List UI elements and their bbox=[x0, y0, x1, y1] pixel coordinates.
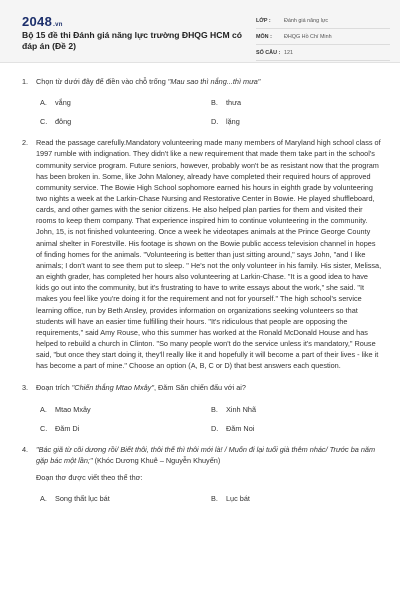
option-a[interactable]: A. Song thất lục bát bbox=[40, 494, 110, 504]
option-c[interactable]: C. Đăm Di bbox=[40, 423, 80, 433]
option-b[interactable]: B. Xinh Nhã bbox=[211, 404, 257, 414]
meta-row-count bbox=[256, 45, 390, 61]
question-number: 1. bbox=[22, 77, 29, 86]
question-1 bbox=[22, 76, 382, 126]
answer-options bbox=[22, 98, 382, 126]
option-c[interactable]: C. đông bbox=[40, 117, 72, 127]
question-list bbox=[22, 76, 382, 514]
meta-row-class bbox=[256, 13, 390, 29]
logo-suffix: .vn bbox=[53, 22, 63, 28]
question-text: "Bác giã từ cõi dương rồi/ Biết thôi, thôi thế thì thôi mới là! / Muốn đi lại tuổi già thêm nhác/ Trước ba năm gặp bác một lần;" (Khóc Dương Khuê – Nguyễn Khuyến) bbox=[36, 444, 376, 465]
question-2 bbox=[22, 137, 382, 371]
meta-table bbox=[256, 13, 390, 61]
logo-text: 2048 bbox=[22, 14, 53, 29]
question-3 bbox=[22, 382, 382, 432]
question-text: Chọn từ dưới đây để điền vào chỗ trống "Mau sao thì nắng...thì mưa" bbox=[36, 77, 261, 86]
meta-value: Đánh giá năng lực bbox=[284, 17, 329, 24]
answer-options bbox=[22, 405, 382, 433]
question-quote: "Bác giã từ cõi dương rồi/ Biết thôi, thôi thế thì thôi mới là! / Muốn đi lại tuổi già thêm nhác/ Trước ba năm gặp bác một lần;" bbox=[36, 444, 376, 465]
question-4 bbox=[22, 444, 382, 504]
question-prompt: Đoạn thơ được viết theo thể thơ: bbox=[36, 473, 143, 483]
option-a[interactable]: A. vắng bbox=[40, 98, 71, 108]
question-quote: "Mau sao thì nắng...thì mưa" bbox=[167, 77, 261, 86]
meta-value: ĐHQG Hồ Chí Minh bbox=[284, 33, 332, 40]
meta-key: LỚP : bbox=[256, 17, 271, 24]
meta-key: SỐ CÂU : bbox=[256, 49, 281, 56]
reading-passage: Read the passage carefully.Mandatory volunteering made many members of Maryland high school class of 1997 rumble with indignation. They didn't like a new requirement that made them take part in the school's community service program. Future seniors, however, probably won't be as resistant now that the program has been broken in. Some, like John Maloney, already have completed their required hours of approved community service. The Bowie High School sophomore earned his hours in eighth grade by volunteering two nights a week at the Larkin-Chase Nursing and Restorative Center in Bowie. He played shuffleboard, cards, and other games with the senior citizens. He also helped plan parties for them and visited their rooms to keep them company. That experience inspired him to continue volunteering in the community. John, 15, is not finished volunteering. Once a week he videotapes animals at the Prince George County animal shelter in Forestville. His footage is shown on the Bowie public access television channel in hopes of finding homes for the animals. "Volunteering is better than just sitting around," says John, "and I like animals; I don't want to see them put to sleep. " He's not the only volunteer in his family. His sister, Melissa, an eighth grader, has completed her hours also volunteering at Larkin-Chase. "It is a good idea to have kids go out into the community, but it's frustrating to have to write essays about the work," she said. "It makes you feel like you're doing it for the requirement and not for yourself." The high school's service learning office, run by Beth Ansley, provides information on organizations seeking volunteers so that students will have an easier time fulfilling their hours. "It's ridiculous that people are opposing the requirements," said Amy Rouse, who this summer has worked at the Ronald McDonald House and has helped to rebuild a church in Clinton. "So many people won't do the service unless it's mandatory," Rouse said, "but once they start doing it, they'll really like it and hopefully it will become a part of their lives - like it has become a part of mine." Choose an option (A, B, C or D) that best answers each question. bbox=[36, 138, 382, 371]
question-quote: "Chiến thắng Mtao Mxây" bbox=[71, 383, 154, 393]
option-d[interactable]: D. Đăm Noi bbox=[211, 423, 255, 433]
meta-key: MÔN : bbox=[256, 33, 272, 40]
question-number: 4. bbox=[22, 444, 29, 454]
answer-options bbox=[22, 494, 382, 503]
meta-row-subject bbox=[256, 29, 390, 45]
site-logo[interactable] bbox=[22, 14, 63, 29]
option-b[interactable]: B. Lục bát bbox=[211, 494, 250, 504]
option-a[interactable]: A. Mtao Mxây bbox=[40, 404, 91, 414]
question-number: 3. bbox=[22, 383, 29, 393]
page-header bbox=[0, 0, 400, 63]
document-title: Bộ 15 đề thi Đánh giá năng lực trường ĐHQG HCM có đáp án (Đề 2) bbox=[22, 30, 243, 51]
question-number: 2. bbox=[22, 138, 29, 148]
option-d[interactable]: D. lặng bbox=[211, 117, 240, 127]
option-b[interactable]: B. thưa bbox=[211, 98, 242, 108]
question-text: Đoạn trích "Chiến thắng Mtao Mxây", Đăm Săn chiến đấu với ai? bbox=[36, 383, 246, 393]
meta-value: 121 bbox=[284, 49, 293, 56]
